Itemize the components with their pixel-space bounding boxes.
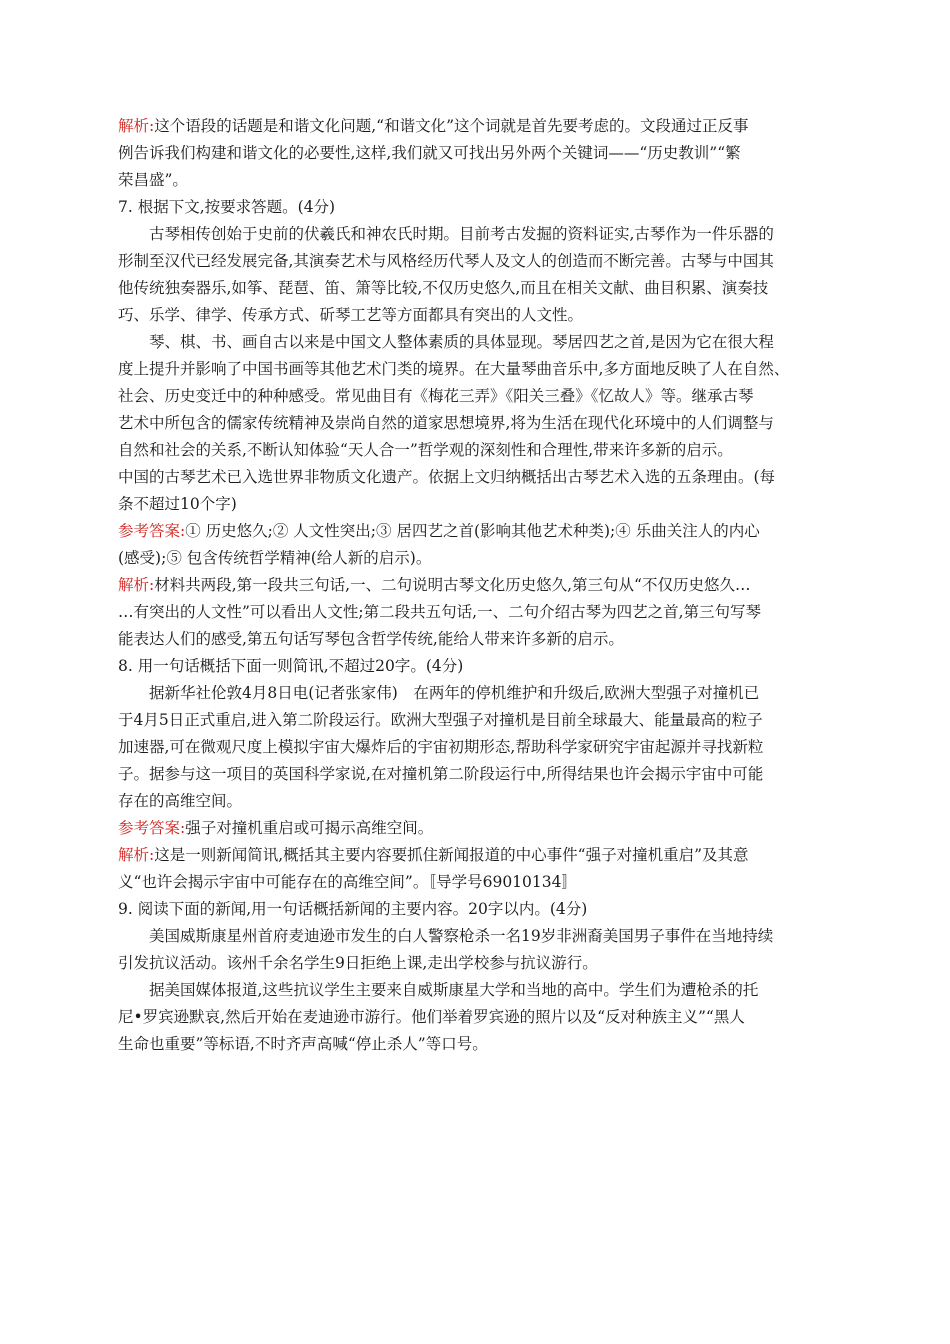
q7-analysis-line: …有突出的人文性”可以看出人文性;第二段共五句话,一、二句介绍古琴为四艺之首,第三句写琴: [118, 603, 762, 621]
question-9-title: 9. 阅读下面的新闻,用一句话概括新闻的主要内容。20字以内。(4分): [118, 900, 588, 918]
q7-paragraph-2-line: 度上提升并影响了中国书画等其他艺术门类的境界。在大量琴曲音乐中,多方面地反映了人在自然、: [118, 360, 790, 378]
q9-paragraph-2-line: 尼•罗宾逊默哀,然后开始在麦迪逊市游行。他们举着罗宾逊的照片以及“反对种族主义”“黑人: [118, 1008, 745, 1026]
q8-paragraph-line: 存在的高维空间。: [118, 792, 243, 810]
q7-paragraph-2-line: 社会、历史变迁中的种种感受。常见曲目有《梅花三弄》《阳关三叠》《忆故人》等。继承古琴: [118, 387, 754, 405]
q8-analysis-line: 义“也许会揭示宇宙中可能存在的高维空间”。〚导学号69010134〛: [118, 873, 577, 891]
q7-paragraph-1-line: 他传统独奏器乐,如筝、琵琶、笛、箫等比较,不仅历史悠久,而且在相关文献、曲目积累、演奏技: [118, 279, 769, 297]
q9-paragraph-1-line: 引发抗议活动。该州千余名学生9日拒绝上课,走出学校参与抗议游行。: [118, 954, 598, 972]
q7-paragraph-1-line: 巧、乐学、律学、传承方式、斫琴工艺等方面都具有突出的人文性。: [118, 306, 584, 324]
question-7-title: 7. 根据下文,按要求答题。(4分): [118, 198, 336, 216]
analysis-label: 解析:: [118, 576, 155, 594]
analysis-label: 解析:: [118, 846, 155, 864]
q7-paragraph-2-line: 自然和社会的关系,不断认知体验“天人合一”哲学观的深刻性和合理性,带来许多新的启示。: [118, 441, 733, 459]
question-8-title: 8. 用一句话概括下面一则简讯,不超过20字。(4分): [118, 657, 464, 675]
answer-label: 参考答案:: [118, 819, 186, 837]
q7-paragraph-1-line: 古琴相传创始于史前的伏羲氏和神农氏时期。目前考古发掘的资料证实,古琴作为一件乐器的: [149, 225, 774, 243]
q8-paragraph-line: 加速器,可在微观尺度上模拟宇宙大爆炸后的宇宙初期形态,帮助科学家研究宇宙起源并寻找新粒: [118, 738, 764, 756]
q9-paragraph-2-line: 生命也重要”等标语,不时齐声高喊“停止杀人”等口号。: [118, 1035, 488, 1053]
q7-prompt-line: 条不超过10个字): [118, 495, 237, 513]
q7-prompt-line: 中国的古琴艺术已入选世界非物质文化遗产。依据上文归纳概括出古琴艺术入选的五条理由。(每: [118, 468, 776, 486]
q7-analysis-line: 能表达人们的感受,第五句话写琴包含哲学传统,能给人带来许多新的启示。: [118, 630, 624, 648]
q7-answer-line: (感受);⑤ 包含传统哲学精神(给人新的启示)。: [118, 549, 432, 567]
q8-answer-line: 参考答案:强子对撞机重启或可揭示高维空间。: [118, 819, 434, 837]
q7-paragraph-1-line: 形制至汉代已经发展完备,其演奏艺术与风格经历代琴人及文人的创造而不断完善。古琴与中国其: [118, 252, 774, 270]
q7-analysis-line: 解析:材料共两段,第一段共三句话,一、二句说明古琴文化历史悠久,第三句从“不仅历史悠久…: [118, 576, 751, 594]
q8-paragraph-line: 据新华社伦敦4月8日电(记者张家伟) 在两年的停机维护和升级后,欧洲大型强子对撞机已: [149, 684, 760, 702]
analysis-line: 解析:这个语段的话题是和谐文化问题,“和谐文化”这个词就是首先要考虑的。文段通过正反事: [118, 117, 749, 135]
answer-label: 参考答案:: [118, 522, 186, 540]
q7-answer-line: 参考答案:① 历史悠久;② 人文性突出;③ 居四艺之首(影响其他艺术种类);④ 乐曲关注人的内心: [118, 522, 760, 540]
q8-analysis-line: 解析:这是一则新闻简讯,概括其主要内容要抓住新闻报道的中心事件“强子对撞机重启”及其意: [118, 846, 749, 864]
analysis-line: 例告诉我们构建和谐文化的必要性,这样,我们就又可找出另外两个关键词——“历史教训”“繁: [118, 144, 741, 162]
q9-paragraph-2-line: 据美国媒体报道,这些抗议学生主要来自威斯康星大学和当地的高中。学生们为遭枪杀的托: [149, 981, 759, 999]
q7-paragraph-2-line: 琴、棋、书、画自古以来是中国文人整体素质的具体显现。琴居四艺之首,是因为它在很大程: [149, 333, 774, 351]
q8-paragraph-line: 于4月5日正式重启,进入第二阶段运行。欧洲大型强子对撞机是目前全球最大、能量最高的粒子: [118, 711, 763, 729]
q8-paragraph-line: 子。据参与这一项目的英国科学家说,在对撞机第二阶段运行中,所得结果也许会揭示宇宙中可能: [118, 765, 764, 783]
analysis-line: 荣昌盛”。: [118, 171, 188, 189]
document-page: [118, 113, 830, 1058]
q7-paragraph-2-line: 艺术中所包含的儒家传统精神及崇尚自然的道家思想境界,将为生活在现代化环境中的人们调整与: [118, 414, 774, 432]
q9-paragraph-1-line: 美国威斯康星州首府麦迪逊市发生的白人警察枪杀一名19岁非洲裔美国男子事件在当地持续: [149, 927, 774, 945]
analysis-label: 解析:: [118, 117, 155, 135]
